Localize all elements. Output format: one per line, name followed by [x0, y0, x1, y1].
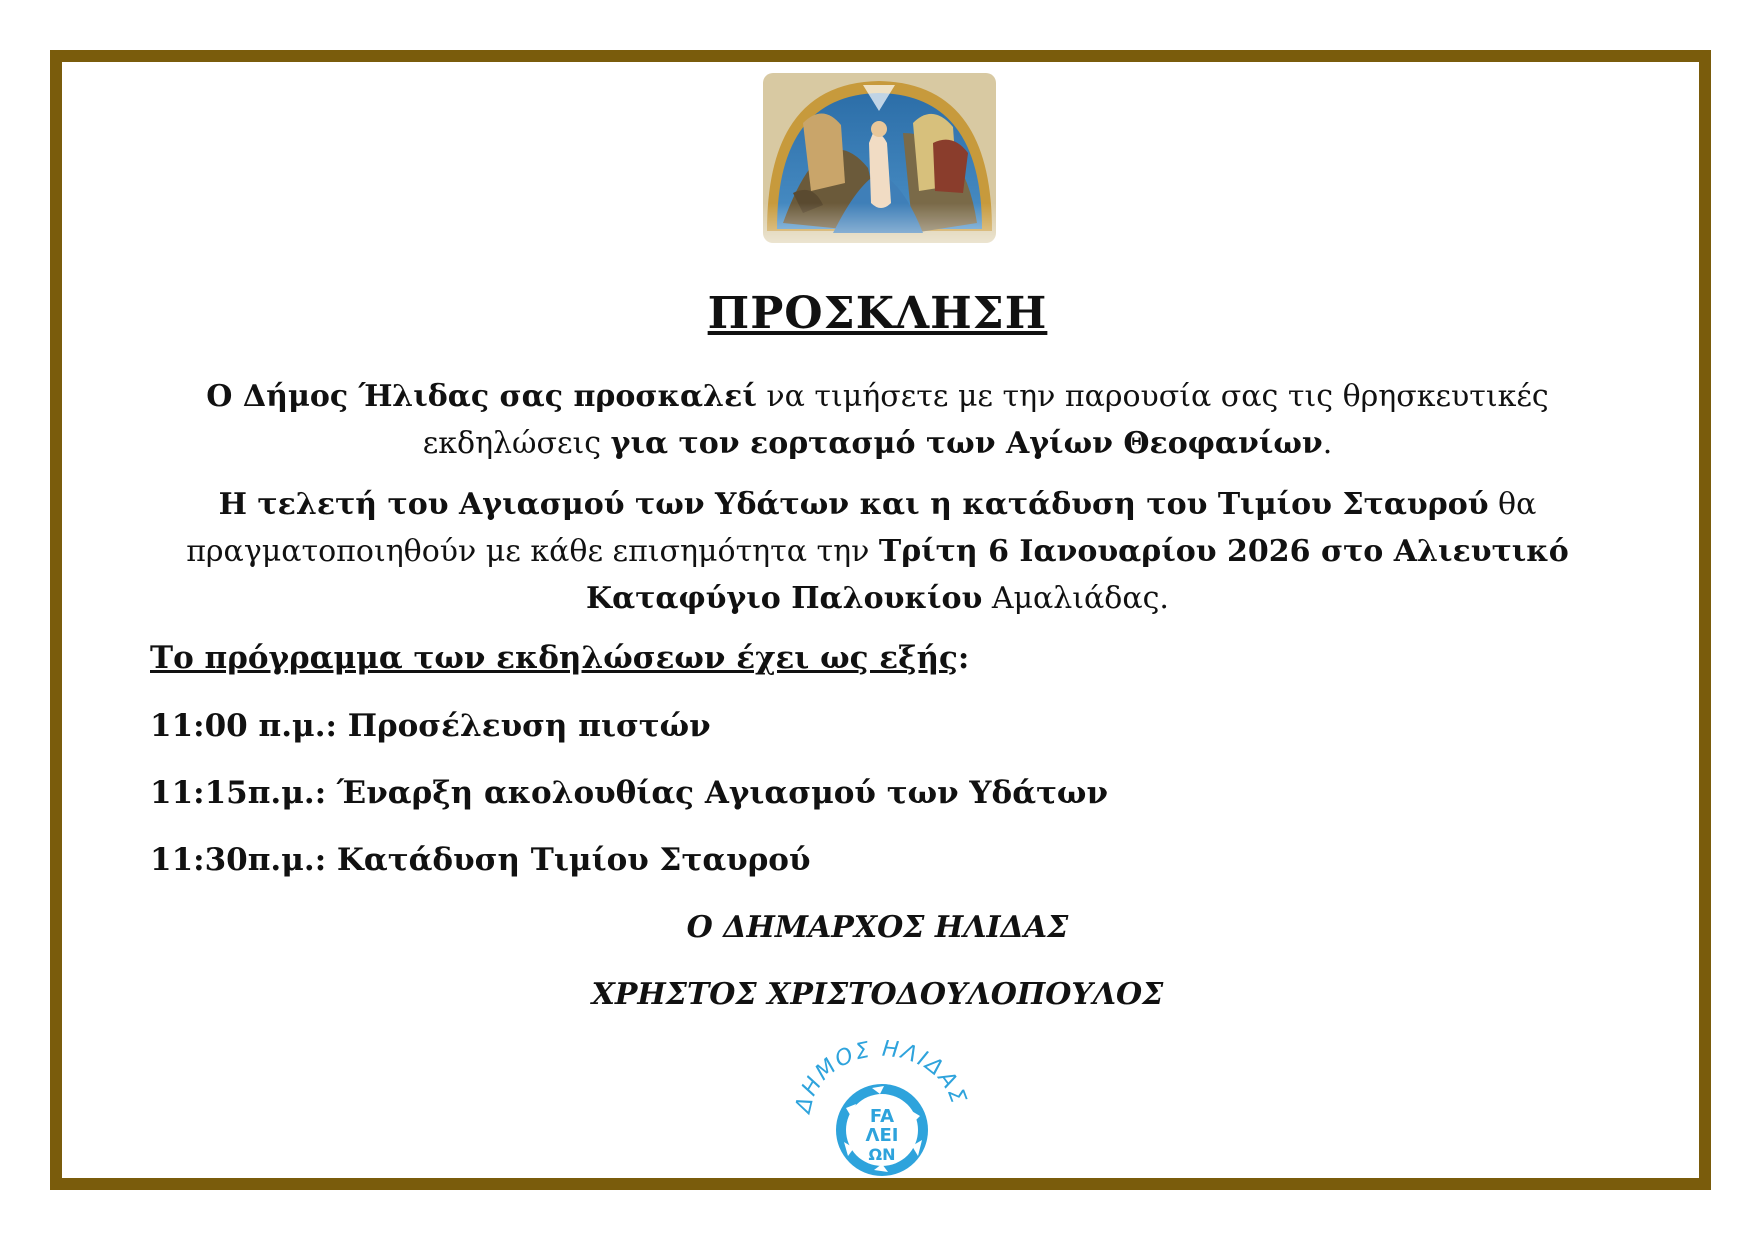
invitation-lead: Ο Δήμος Ήλιδας σας προσκαλεί [206, 379, 757, 414]
svg-text:ΩΝ: ΩΝ [868, 1145, 896, 1164]
ceremony-lead: Η τελετή του Αγιασμού των Υδάτων και η κατάδυση του Τιμίου Σταυρού [218, 487, 1489, 522]
schedule-heading-text: Το πρόγραμμα των εκδηλώσεων έχει ως εξής [150, 640, 958, 676]
ceremony-paragraph [140, 481, 1615, 622]
invitation-text: να τιμήσετε με την παρουσία σας τις θρησκευτικές εκδηλώσεις [422, 379, 1549, 461]
page-title: ΠΡΟΣΚΛΗΣΗ [707, 288, 1048, 339]
svg-text:FA: FA [869, 1106, 895, 1127]
ceremony-text: θα πραγματοποιηθούν με κάθε επισημότητα την [186, 487, 1537, 569]
svg-text:ΛΕΙ: ΛΕΙ [865, 1125, 899, 1146]
municipality-logo [788, 1038, 976, 1178]
signature-role: Ο ΔΗΜΑΡΧΟΣ ΗΛΙΔΑΣ [686, 910, 1069, 945]
schedule-item: 11:30π.μ.: Κατάδυση Τιμίου Σταυρού [150, 842, 811, 878]
ceremony-town: Αμαλιάδας. [982, 581, 1169, 616]
ceremony-date-place: Τρίτη 6 Ιανουαρίου 2026 στο Αλιευτικό Καταφύγιο Παλουκίου [586, 534, 1569, 616]
schedule-item: 11:00 π.μ.: Προσέλευση πιστών [150, 708, 711, 744]
invitation-paragraph [140, 373, 1615, 467]
schedule-item: 11:15π.μ.: Έναρξη ακολουθίας Αγιασμού των Υδάτων [150, 775, 1108, 811]
schedule-heading [150, 640, 969, 676]
svg-text:ΔΗΜΟΣ ΗΛΙΔΑΣ: ΔΗΜΟΣ ΗΛΙΔΑΣ [791, 1038, 972, 1116]
theophany-icon-image [763, 73, 996, 283]
invitation-period: . [1322, 426, 1333, 461]
signature-name: ΧΡΗΣΤΟΣ ΧΡΙΣΤΟΔΟΥΛΟΠΟΥΛΟΣ [591, 977, 1164, 1012]
invitation-occasion: για τον εορτασμό των Αγίων Θεοφανίων [610, 426, 1323, 461]
schedule-heading-colon: : [957, 640, 970, 676]
